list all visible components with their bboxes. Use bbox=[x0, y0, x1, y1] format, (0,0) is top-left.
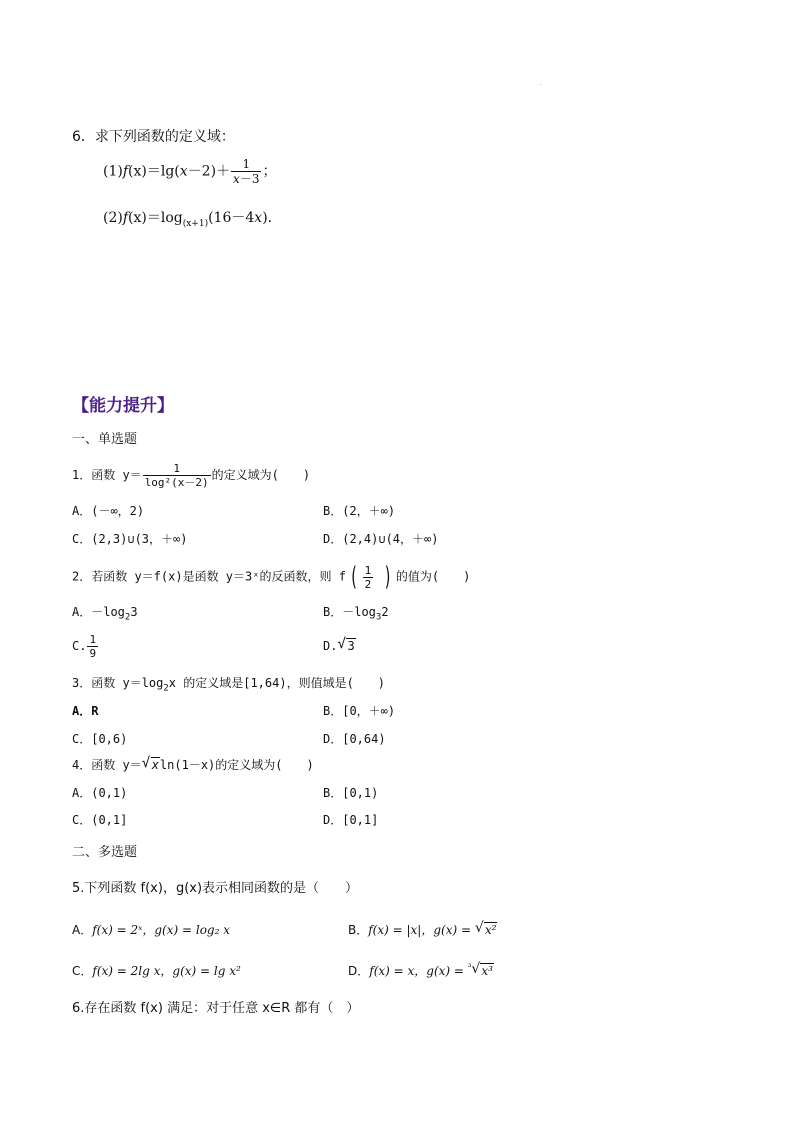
q2-d-sqrt: √ 3 bbox=[337, 640, 355, 652]
q5-option-c[interactable]: C．f(x) = 2lg x，g(x) = lg x² bbox=[72, 964, 241, 978]
q3-option-b[interactable]: B．[0，＋∞) bbox=[323, 704, 396, 718]
q5-d-root: √ x³ bbox=[471, 965, 494, 977]
q1-option-d[interactable]: D．(2,4)∪(4，＋∞) bbox=[323, 532, 439, 546]
q1-head: 1．函数 y＝ bbox=[72, 468, 142, 482]
q3-option-d[interactable]: D．[0,64) bbox=[323, 732, 386, 746]
q5-stem: 5.下列函数 f(x)，g(x)表示相同函数的是（ ） bbox=[72, 881, 359, 896]
q1-stem bbox=[72, 463, 310, 488]
q6-p1-f: f bbox=[122, 163, 129, 180]
q1-fraction bbox=[143, 463, 211, 488]
q6-top-number: 6． bbox=[72, 129, 95, 145]
q2-option-b[interactable]: B．$-\log_32$ bbox=[323, 605, 389, 623]
q3-option-c[interactable]: C．[0,6) bbox=[72, 732, 128, 746]
q6-p1-x: (x)＝lg( bbox=[128, 163, 180, 180]
q2-stem bbox=[72, 564, 470, 590]
q6-top-part2 bbox=[103, 210, 282, 229]
q2-den: 2 bbox=[364, 577, 372, 591]
q2-fraction bbox=[363, 565, 374, 590]
page-dot bbox=[540, 84, 541, 85]
q2-right-paren: ) bbox=[383, 562, 393, 592]
section-title: 【能力提升】 bbox=[72, 396, 174, 416]
multi-choice-heading: 二、多选题 bbox=[72, 845, 138, 860]
q6-p2-end: )． bbox=[262, 210, 282, 226]
q6-p2-xvar: x bbox=[254, 210, 263, 226]
q4-option-c[interactable]: C．(0,1] bbox=[72, 813, 128, 827]
q2-num: 1 bbox=[364, 563, 372, 577]
q2-option-c[interactable]: C. $\frac{1}{9}$ bbox=[72, 633, 97, 660]
q6-p1-rest: －2)＋ bbox=[187, 163, 231, 180]
q3-option-a[interactable]: A．R bbox=[72, 704, 99, 718]
single-choice-heading: 一、单选题 bbox=[72, 432, 138, 447]
q6-top-stem bbox=[72, 130, 235, 144]
q6-p1-num: 1 bbox=[242, 157, 251, 171]
q2-option-d[interactable]: D.√ 3 bbox=[323, 640, 356, 652]
q6-p2-sub: (x+1) bbox=[182, 218, 209, 229]
q4-option-b[interactable]: B．[0,1) bbox=[323, 786, 379, 800]
q2-option-a[interactable]: A．$-\log_23$ bbox=[72, 605, 138, 623]
q2-head: 2．若函数 y＝f(x)是函数 y＝3ˣ的反函数，则 f bbox=[72, 569, 346, 584]
q2-tail: 的值为( ) bbox=[395, 569, 471, 584]
q6-p2-f: f bbox=[122, 210, 129, 226]
q4-option-d[interactable]: D．[0,1] bbox=[323, 813, 379, 827]
q6-top-prompt: 求下列函数的定义域： bbox=[94, 129, 235, 145]
q3-stem: 3．函数 $y=\log_2x$ 的定义域是[1,64)，则值域是( ) bbox=[72, 676, 386, 694]
q2-c-fraction: $\frac{1}{9}$ bbox=[89, 633, 97, 660]
q2-left-paren: ( bbox=[349, 562, 359, 592]
q6-p1-prefix: (1) bbox=[103, 163, 123, 180]
q1-option-c[interactable]: C．(2,3)∪(3，＋∞) bbox=[72, 532, 188, 546]
q1-num: 1 bbox=[173, 462, 180, 475]
q6-bottom-stem: 6.存在函数 f(x) 满足：对于任意 x∈R 都有（ ） bbox=[72, 1001, 360, 1016]
q6-p1-end: ； bbox=[262, 163, 277, 180]
q5-option-b[interactable]: B．f(x) = |x|，g(x) = √ x² bbox=[348, 924, 497, 936]
q6-top-part1 bbox=[103, 158, 276, 185]
q5-option-a[interactable]: A．f(x) = 2ˣ，g(x) = log₂ x bbox=[72, 923, 231, 937]
q1-option-b[interactable]: B．(2，＋∞) bbox=[323, 504, 396, 518]
q4-stem: 4．函数 y＝√ xln(1－x)的定义域为( ) bbox=[72, 759, 314, 771]
q6-p2-rest: (16－4 bbox=[208, 210, 255, 226]
q6-p1-den: x－3 bbox=[233, 172, 260, 186]
q1-tail: 的定义域为( ) bbox=[211, 468, 311, 482]
q6-p2-prefix: (2) bbox=[103, 210, 123, 226]
q4-option-a[interactable]: A．(0,1) bbox=[72, 786, 128, 800]
q5-b-sqrt: √ x² bbox=[475, 924, 498, 936]
q1-den: log²(x－2) bbox=[144, 476, 209, 489]
q6-p1-fraction bbox=[231, 158, 261, 185]
q5-option-d[interactable]: D．f(x) = x，g(x) = $^{^3}$√ x³ bbox=[348, 965, 494, 977]
q6-p2-x: (x)＝log bbox=[128, 210, 183, 226]
q4-sqrt: √ x bbox=[142, 759, 160, 771]
q6-p1-xvar: x bbox=[179, 163, 188, 180]
q1-option-a[interactable]: A．(－∞，2) bbox=[72, 504, 145, 518]
